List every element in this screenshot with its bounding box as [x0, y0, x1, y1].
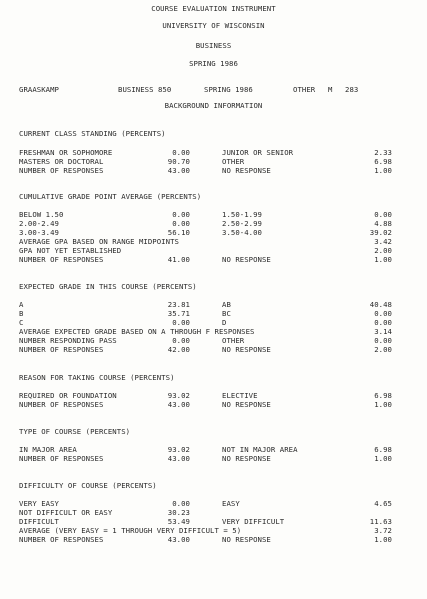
difficulty-value: 4.65 — [374, 499, 392, 508]
expected-value: 0.00 — [374, 309, 392, 318]
gpa-value: 0.00 — [374, 210, 392, 219]
expected-label: NO RESPONSE — [222, 345, 271, 354]
reason-label: REQUIRED OR FOUNDATION — [19, 391, 117, 400]
standing-value: 43.00 — [167, 166, 190, 175]
difficulty-label: VERY DIFFICULT — [222, 517, 285, 526]
gpa-label: NUMBER OF RESPONSES — [19, 255, 104, 264]
expected-label: D — [222, 318, 227, 327]
difficulty-label: EASY — [222, 499, 240, 508]
expected-label: C — [19, 318, 24, 327]
header-title: COURSE EVALUATION INSTRUMENT — [151, 4, 276, 13]
type-value: 6.98 — [374, 445, 392, 454]
gpa-label: NO RESPONSE — [222, 255, 271, 264]
other-code: M — [328, 85, 333, 94]
difficulty-label: NOT DIFFICULT OR EASY — [19, 508, 113, 517]
gpa-value: 41.00 — [167, 255, 190, 264]
difficulty-value: 53.49 — [167, 517, 190, 526]
standing-label: JUNIOR OR SENIOR — [222, 148, 294, 157]
background-title: BACKGROUND INFORMATION — [164, 101, 263, 110]
expected-value: 40.48 — [369, 300, 392, 309]
gpa-label: 3.50-4.00 — [222, 228, 262, 237]
gpa-value: 56.10 — [167, 228, 190, 237]
type-value: 43.00 — [167, 454, 190, 463]
gpa-value: 2.00 — [374, 246, 392, 255]
reason-value: 93.02 — [167, 391, 190, 400]
section-title-difficulty: DIFFICULTY OF COURSE (PERCENTS) — [19, 481, 157, 490]
difficulty-value: 43.00 — [167, 535, 190, 544]
expected-value: 0.00 — [374, 336, 392, 345]
difficulty-value: 11.63 — [369, 517, 392, 526]
gpa-label: BELOW 1.50 — [19, 210, 64, 219]
difficulty-value: 30.23 — [167, 508, 190, 517]
expected-value: 0.00 — [172, 318, 190, 327]
section-title-expected: EXPECTED GRADE IN THIS COURSE (PERCENTS) — [19, 282, 197, 291]
gpa-value: 3.42 — [374, 237, 392, 246]
course-name: BUSINESS 850 — [118, 85, 172, 94]
expected-value: 3.14 — [374, 327, 392, 336]
difficulty-value: 3.72 — [374, 526, 392, 535]
difficulty-label: NUMBER OF RESPONSES — [19, 535, 104, 544]
header-department: BUSINESS — [195, 41, 232, 50]
expected-label: B — [19, 309, 24, 318]
expected-value: 0.00 — [374, 318, 392, 327]
reason-value: 1.00 — [374, 400, 392, 409]
header-university: UNIVERSITY OF WISCONSIN — [162, 21, 265, 30]
type-label: NOT IN MAJOR AREA — [222, 445, 298, 454]
type-label: NO RESPONSE — [222, 454, 271, 463]
gpa-value: 0.00 — [172, 210, 190, 219]
standing-value: 0.00 — [172, 148, 190, 157]
section-title-standing: CURRENT CLASS STANDING (PERCENTS) — [19, 129, 166, 138]
gpa-label: AVERAGE GPA BASED ON RANGE MIDPOINTS — [19, 237, 179, 246]
section-title-gpa: CUMULATIVE GRADE POINT AVERAGE (PERCENTS) — [19, 192, 202, 201]
type-value: 1.00 — [374, 454, 392, 463]
standing-value: 6.98 — [374, 157, 392, 166]
reason-value: 43.00 — [167, 400, 190, 409]
section-title-type: TYPE OF COURSE (PERCENTS) — [19, 427, 131, 436]
standing-label: MASTERS OR DOCTORAL — [19, 157, 104, 166]
header-term: SPRING 1986 — [189, 59, 238, 68]
reason-label: ELECTIVE — [222, 391, 258, 400]
type-value: 93.02 — [167, 445, 190, 454]
gpa-label: 3.00-3.49 — [19, 228, 59, 237]
standing-label: FRESHMAN OR SOPHOMORE — [19, 148, 113, 157]
gpa-value: 4.88 — [374, 219, 392, 228]
difficulty-value: 1.00 — [374, 535, 392, 544]
gpa-value: 39.02 — [369, 228, 392, 237]
expected-label: A — [19, 300, 24, 309]
expected-value: 2.00 — [374, 345, 392, 354]
gpa-label: 1.50-1.99 — [222, 210, 262, 219]
course-term: SPRING 1986 — [204, 85, 253, 94]
difficulty-label: NO RESPONSE — [222, 535, 271, 544]
expected-value: 0.00 — [172, 336, 190, 345]
gpa-value: 1.00 — [374, 255, 392, 264]
course-number: 283 — [345, 85, 359, 94]
difficulty-value: 0.00 — [172, 499, 190, 508]
standing-label: NUMBER OF RESPONSES — [19, 166, 104, 175]
standing-label: NO RESPONSE — [222, 166, 271, 175]
expected-value: 23.81 — [167, 300, 190, 309]
gpa-label: 2.50-2.99 — [222, 219, 262, 228]
difficulty-label: AVERAGE (VERY EASY = 1 THROUGH VERY DIFFICULT = 5) — [19, 526, 242, 535]
type-label: NUMBER OF RESPONSES — [19, 454, 104, 463]
difficulty-label: VERY EASY — [19, 499, 59, 508]
expected-label: NUMBER RESPONDING PASS — [19, 336, 117, 345]
standing-value: 1.00 — [374, 166, 392, 175]
reason-label: NO RESPONSE — [222, 400, 271, 409]
gpa-label: 2.00-2.49 — [19, 219, 59, 228]
standing-value: 90.70 — [167, 157, 190, 166]
expected-label: NUMBER OF RESPONSES — [19, 345, 104, 354]
expected-label: AVERAGE EXPECTED GRADE BASED ON A THROUGH F RESPONSES — [19, 327, 255, 336]
reason-value: 6.98 — [374, 391, 392, 400]
instructor-name: GRAASKAMP — [19, 85, 59, 94]
expected-label: BC — [222, 309, 231, 318]
standing-value: 2.33 — [374, 148, 392, 157]
expected-value: 35.71 — [167, 309, 190, 318]
standing-label: OTHER — [222, 157, 245, 166]
type-label: IN MAJOR AREA — [19, 445, 77, 454]
difficulty-label: DIFFICULT — [19, 517, 59, 526]
expected-label: AB — [222, 300, 231, 309]
reason-label: NUMBER OF RESPONSES — [19, 400, 104, 409]
section-title-reason: REASON FOR TAKING COURSE (PERCENTS) — [19, 373, 175, 382]
expected-value: 42.00 — [167, 345, 190, 354]
gpa-value: 0.00 — [172, 219, 190, 228]
expected-label: OTHER — [222, 336, 245, 345]
gpa-label: GPA NOT YET ESTABLISHED — [19, 246, 122, 255]
other-label: OTHER — [293, 85, 316, 94]
